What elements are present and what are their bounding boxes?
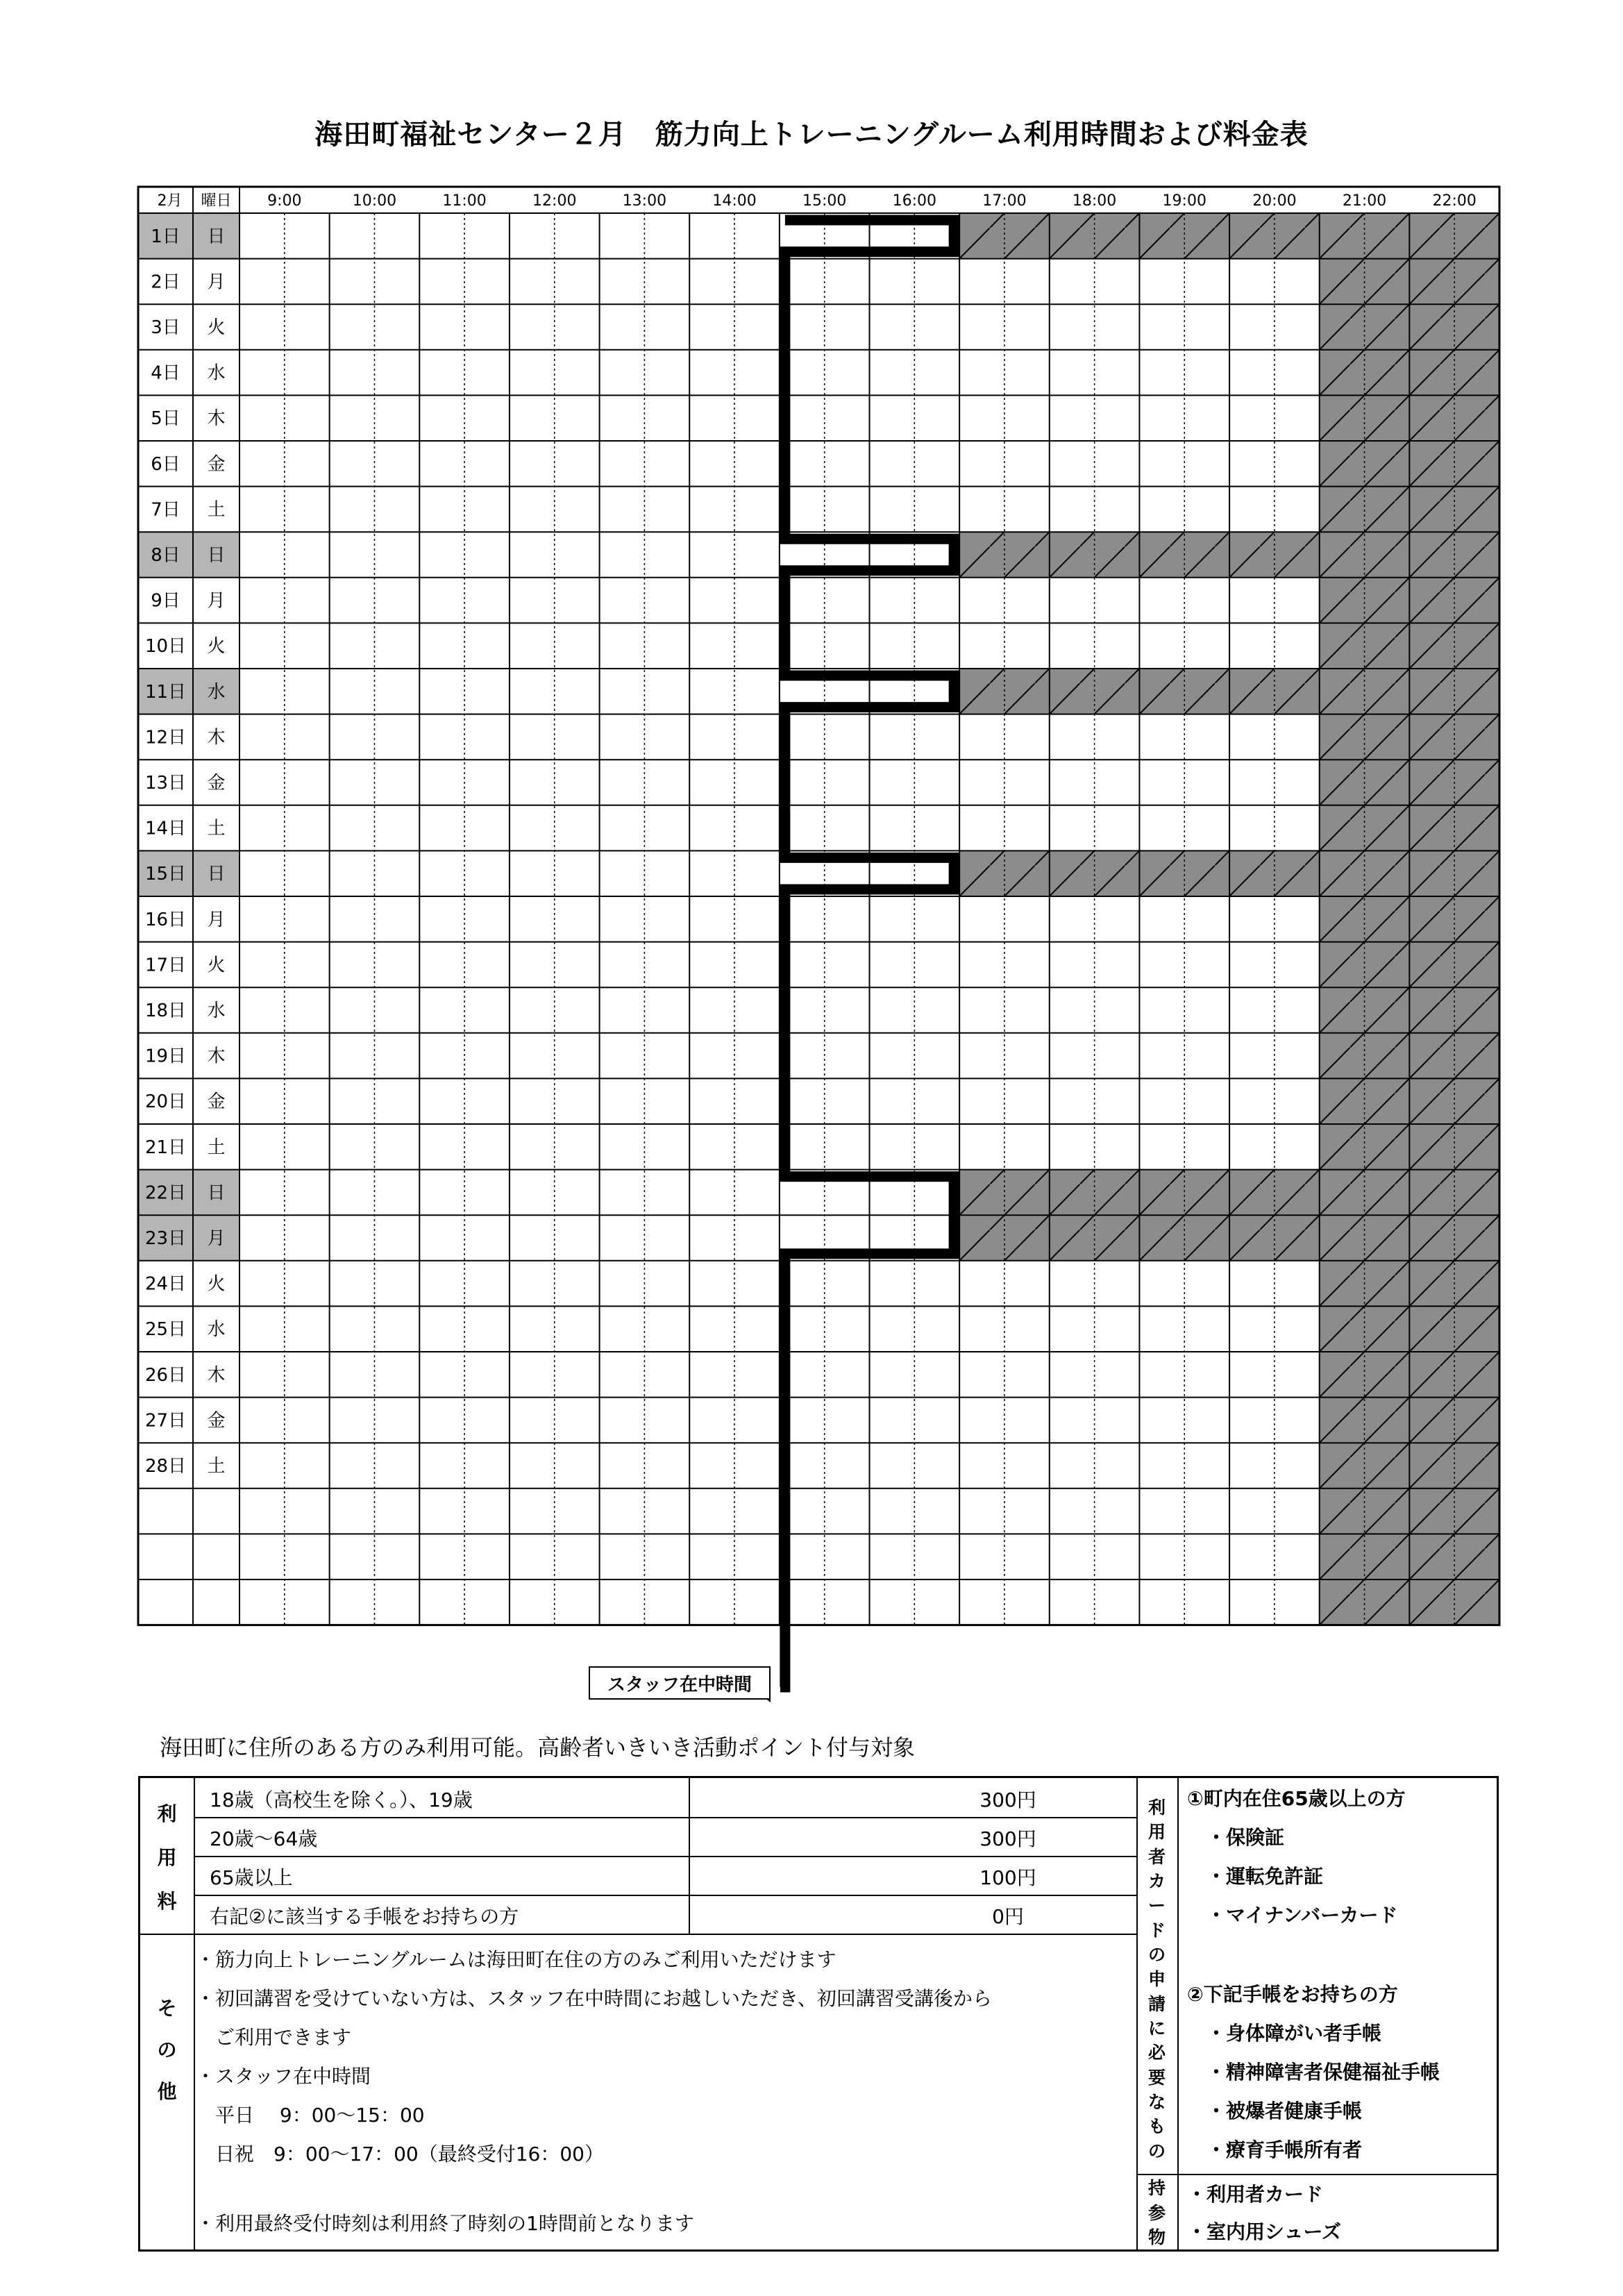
other-heading-char: の [157,2038,177,2061]
row-weekday: 火 [207,317,226,338]
row-weekday: 金 [207,453,226,475]
row-date: 22日 [144,1182,187,1204]
row-date: 12日 [144,727,187,748]
row-date: 11日 [144,681,187,703]
note-item: ・スタッフ在中時間 [196,2065,371,2088]
card-item: ・マイナンバーカード [1187,1904,1398,1927]
row-date: 20日 [144,1091,187,1113]
fee-heading [140,1791,194,1922]
row-date: 1日 [151,226,180,247]
row-date: 21日 [144,1137,187,1158]
belongings-heading-char: 参 [1147,2202,1166,2223]
row-date: 17日 [144,955,187,976]
other-heading-char: 他 [157,2080,177,2103]
fee-row-price: 300円 [979,1788,1036,1811]
row-weekday: 木 [207,408,226,430]
note-item: ・筋力向上トレーニングルームは海田町在住の方のみご利用いただけます [196,1948,836,1971]
row-weekday: 木 [207,1364,226,1386]
card-heading-char: の [1147,2140,1166,2161]
note-item: ご利用できます [196,2026,352,2049]
row-weekday: 月 [207,1228,226,1249]
card-heading-char: 請 [1147,1993,1166,2014]
row-date: 26日 [144,1364,187,1386]
row-date: 14日 [144,818,187,839]
row-date: 7日 [151,499,180,521]
row-date: 23日 [144,1228,187,1249]
card-item: ・被爆者健康手帳 [1187,2100,1363,2122]
belongings-heading-char: 物 [1147,2227,1166,2247]
row-weekday: 日 [207,1182,226,1204]
header-hour: 11:00 [442,192,487,210]
fee-row-label: 20歳～64歳 [210,1827,318,1850]
header-hour: 13:00 [622,192,667,210]
page-title: 海田町福祉センター２月 筋力向上トレーニングルーム利用時間および料金表 [314,119,1309,151]
row-weekday: 日 [207,226,226,247]
card-heading-char: も [1147,2116,1166,2137]
fee-heading-char: 利 [157,1802,177,1825]
header-weekday: 曜日 [201,192,232,210]
fee-heading-char: 料 [157,1890,177,1913]
other-heading [140,1986,194,2111]
fee-row-price: 0円 [992,1905,1024,1928]
note-item: ・初回講習を受けていない方は、スタッフ在中時間にお越しいただき、初回講習受講後から [196,1987,992,2010]
header-hour: 16:00 [892,192,937,210]
row-date: 5日 [151,408,180,430]
card-item: ・身体障がい者手帳 [1187,2022,1382,2045]
divider [140,1934,1136,1935]
header-hour: 17:00 [982,192,1027,210]
row-weekday: 土 [207,818,226,839]
row-weekday: 木 [207,727,226,748]
belongings-item: ・室内用シューズ [1187,2220,1342,2243]
row-date: 10日 [144,636,187,657]
header-hour: 10:00 [352,192,397,210]
row-date: 9日 [151,590,180,612]
card-item: ②下記手帳をお持ちの方 [1187,1983,1398,2006]
note-item: 平日 9：00～15：00 [196,2104,425,2127]
belongings-item: ・利用者カード [1187,2183,1324,2206]
header-hour: 19:00 [1162,192,1206,210]
row-weekday: 水 [207,362,226,384]
row-weekday: 金 [207,773,226,794]
row-date: 2日 [151,271,180,293]
row-weekday: 水 [207,1000,226,1021]
card-heading-char: カ [1147,1871,1166,1892]
row-weekday: 火 [207,1273,226,1295]
row-weekday: 火 [207,955,226,976]
divider [194,1856,1136,1857]
row-date: 4日 [151,362,180,384]
grid-border [138,187,1499,1625]
header-hour: 22:00 [1432,192,1477,210]
other-heading-char: そ [157,1997,177,2020]
fee-and-info-table [138,1776,1499,2252]
divider [1136,2174,1497,2175]
card-item: ①町内在住65歳以上の方 [1187,1787,1406,1810]
divider [194,1778,195,2249]
row-weekday: 火 [207,636,226,657]
row-weekday: 水 [207,681,226,703]
divider [194,1895,1136,1896]
row-date: 13日 [144,773,187,794]
row-weekday: 水 [207,1319,226,1341]
belongings-heading [1136,2179,1177,2246]
row-date: 8日 [151,545,180,566]
row-date: 25日 [144,1319,187,1341]
staff-hours-line [780,220,954,1687]
row-date: 18日 [144,1000,187,1021]
row-weekday: 金 [207,1410,226,1432]
card-item: ・運転免許証 [1187,1865,1324,1888]
row-date: 24日 [144,1273,187,1295]
card-heading-char: 用 [1147,1822,1166,1843]
card-item: ・療育手帳所有者 [1187,2138,1363,2161]
belongings-heading-char: 持 [1147,2178,1166,2198]
row-date: 28日 [144,1456,187,1477]
card-heading-char: 必 [1147,2043,1166,2063]
row-weekday: 土 [207,499,226,521]
header-hour: 20:00 [1252,192,1297,210]
staff-hours-label: スタッフ在中時間 [589,1666,771,1700]
note-item: ・利用最終受付時刻は利用終了時刻の1時間前となります [196,2212,694,2235]
row-date: 15日 [144,864,187,885]
card-heading-char: 者 [1147,1846,1166,1867]
card-heading-char: 申 [1147,1969,1166,1990]
card-item: ・保険証 [1187,1826,1285,1849]
row-weekday: 木 [207,1046,226,1067]
row-date: 19日 [144,1046,187,1067]
row-weekday: 月 [207,909,226,930]
card-heading-char: な [1147,2092,1166,2113]
note-item: 日祝 9：00～17：00（最終受付16：00） [196,2143,604,2165]
card-heading-char: に [1147,2018,1166,2039]
fee-row-price: 100円 [979,1866,1036,1889]
header-hour: 18:00 [1072,192,1117,210]
row-weekday: 土 [207,1456,226,1477]
row-weekday: 日 [207,864,226,885]
header-hour: 9:00 [267,192,302,210]
fee-row-label: 18歳（高校生を除く。）、19歳 [210,1788,473,1811]
row-date: 16日 [144,909,187,930]
row-date: 6日 [151,453,180,475]
row-weekday: 金 [207,1091,226,1113]
card-heading-char: 利 [1147,1798,1166,1818]
row-weekday: 土 [207,1137,226,1158]
fee-row-price: 300円 [979,1827,1036,1850]
header-month: 2月 [157,192,183,210]
fee-row-label: 65歳以上 [210,1866,293,1889]
fee-row-label: 右記②に該当する手帳をお持ちの方 [210,1905,519,1928]
card-heading-char: ド [1147,1920,1166,1941]
card-heading-char: 要 [1147,2067,1166,2088]
header-hour: 15:00 [802,192,847,210]
header-hour: 12:00 [532,192,577,210]
row-weekday: 日 [207,545,226,566]
card-heading-char: の [1147,1945,1166,1966]
row-weekday: 月 [207,271,226,293]
eligibility-info: 海田町に住所のある方のみ利用可能。高齢者いきいき活動ポイント付与対象 [160,1734,916,1761]
divider [1177,1778,1179,2249]
row-date: 3日 [151,317,180,338]
divider [194,1817,1136,1818]
card-item: ・精神障害者保健福祉手帳 [1187,2061,1440,2084]
header-hour: 14:00 [712,192,757,210]
fee-heading-char: 用 [157,1845,177,1869]
card-heading-char: ー [1147,1895,1166,1916]
row-weekday: 月 [207,590,226,612]
header-hour: 21:00 [1342,192,1387,210]
row-date: 27日 [144,1410,187,1432]
card-heading [1136,1799,1177,2160]
